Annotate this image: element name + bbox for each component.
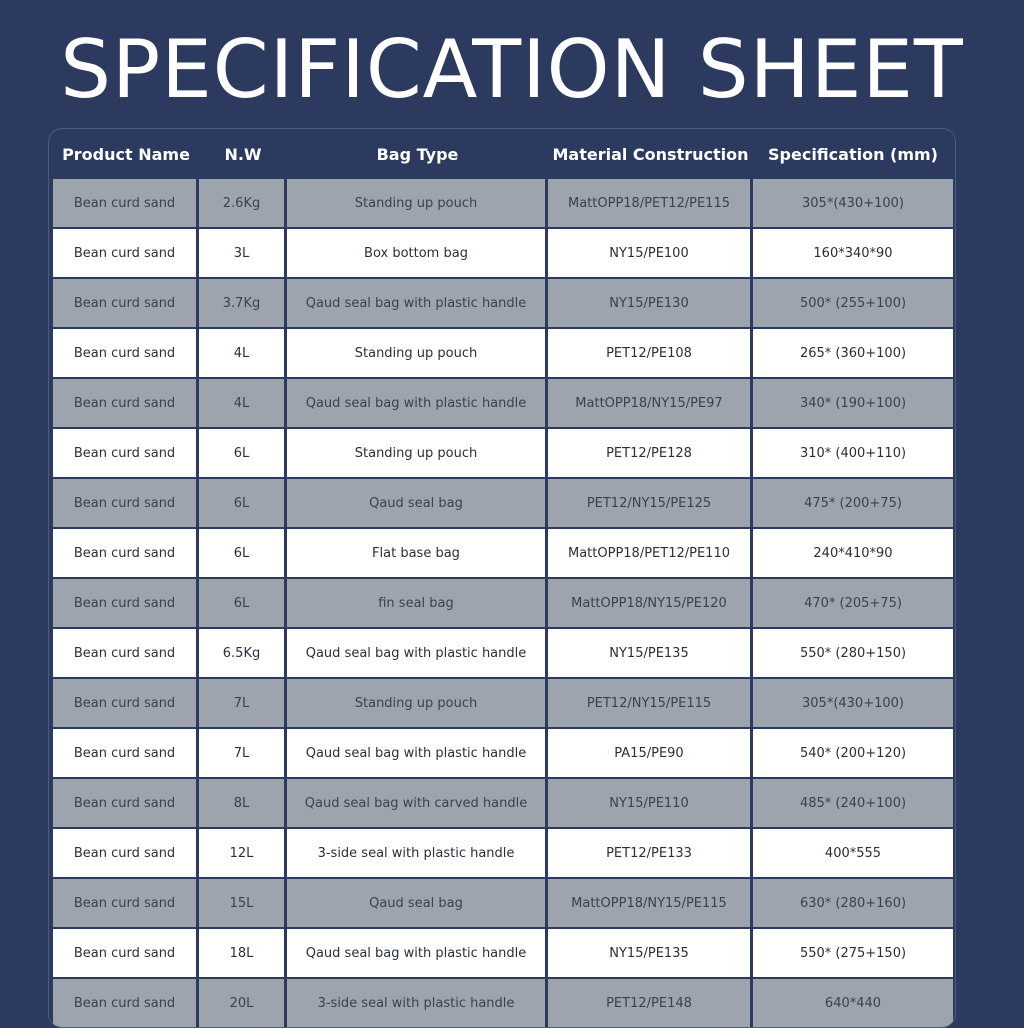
cell-specification: 470* (205+75): [753, 579, 953, 629]
header-specification: Specification (mm): [768, 144, 938, 164]
cell-product-name: Bean curd sand: [53, 379, 199, 429]
table-row: [53, 529, 953, 579]
cell-product-name: Bean curd sand: [53, 179, 199, 229]
cell-net-weight: 6L: [199, 529, 287, 579]
table-body: [53, 179, 953, 1028]
cell-bag-type: Qaud seal bag with plastic handle: [287, 729, 548, 779]
table-row: [53, 679, 953, 729]
cell-product-name: Bean curd sand: [53, 279, 199, 329]
cell-material-construction: PET12/PE148: [548, 979, 753, 1028]
cell-net-weight: 4L: [199, 329, 287, 379]
cell-product-name: Bean curd sand: [53, 229, 199, 279]
cell-bag-type: Qaud seal bag with plastic handle: [287, 629, 548, 679]
cell-net-weight: 8L: [199, 779, 287, 829]
cell-material-construction: MattOPP18/PET12/PE110: [548, 529, 753, 579]
cell-specification: 500* (255+100): [753, 279, 953, 329]
cell-product-name: Bean curd sand: [53, 929, 199, 979]
cell-specification: 160*340*90: [753, 229, 953, 279]
cell-material-construction: NY15/PE135: [548, 929, 753, 979]
cell-net-weight: 6L: [199, 479, 287, 529]
cell-material-construction: PET12/NY15/PE125: [548, 479, 753, 529]
cell-bag-type: Standing up pouch: [287, 179, 548, 229]
cell-net-weight: 7L: [199, 729, 287, 779]
cell-product-name: Bean curd sand: [53, 779, 199, 829]
table-row: [53, 379, 953, 429]
table-row: [53, 429, 953, 479]
cell-bag-type: 3-side seal with plastic handle: [287, 829, 548, 879]
cell-bag-type: Qaud seal bag with plastic handle: [287, 929, 548, 979]
cell-material-construction: MattOPP18/PET12/PE115: [548, 179, 753, 229]
cell-product-name: Bean curd sand: [53, 979, 199, 1028]
cell-specification: 475* (200+75): [753, 479, 953, 529]
cell-specification: 550* (275+150): [753, 929, 953, 979]
cell-specification: 630* (280+160): [753, 879, 953, 929]
cell-bag-type: 3-side seal with plastic handle: [287, 979, 548, 1028]
cell-product-name: Bean curd sand: [53, 729, 199, 779]
table-row: [53, 279, 953, 329]
cell-material-construction: MattOPP18/NY15/PE97: [548, 379, 753, 429]
cell-specification: 240*410*90: [753, 529, 953, 579]
table-row: [53, 229, 953, 279]
cell-net-weight: 18L: [199, 929, 287, 979]
cell-bag-type: Box bottom bag: [287, 229, 548, 279]
cell-specification: 540* (200+120): [753, 729, 953, 779]
cell-product-name: Bean curd sand: [53, 829, 199, 879]
cell-bag-type: Standing up pouch: [287, 429, 548, 479]
table-row: [53, 579, 953, 629]
cell-product-name: Bean curd sand: [53, 579, 199, 629]
table-row: [53, 779, 953, 829]
table-row: [53, 829, 953, 879]
cell-specification: 340* (190+100): [753, 379, 953, 429]
cell-material-construction: PET12/PE133: [548, 829, 753, 879]
table-row: [53, 179, 953, 229]
cell-bag-type: Qaud seal bag: [287, 879, 548, 929]
header-material-construction: Material Construction: [552, 144, 749, 164]
table-row: [53, 879, 953, 929]
table-header-row: [53, 129, 953, 179]
cell-material-construction: PET12/NY15/PE115: [548, 679, 753, 729]
header-product-name: Product Name: [62, 144, 190, 164]
cell-specification: 305*(430+100): [753, 679, 953, 729]
cell-bag-type: fin seal bag: [287, 579, 548, 629]
cell-specification: 310* (400+110): [753, 429, 953, 479]
cell-product-name: Bean curd sand: [53, 679, 199, 729]
cell-specification: 485* (240+100): [753, 779, 953, 829]
table-row: [53, 979, 953, 1028]
cell-material-construction: NY15/PE130: [548, 279, 753, 329]
cell-net-weight: 6.5Kg: [199, 629, 287, 679]
table-row: [53, 629, 953, 679]
cell-net-weight: 15L: [199, 879, 287, 929]
table-row: [53, 329, 953, 379]
cell-specification: 550* (280+150): [753, 629, 953, 679]
cell-net-weight: 7L: [199, 679, 287, 729]
page-title: SPECIFICATION SHEET: [60, 23, 964, 116]
spec-table: [53, 129, 953, 1028]
cell-product-name: Bean curd sand: [53, 329, 199, 379]
cell-material-construction: NY15/PE100: [548, 229, 753, 279]
header-net-weight: N.W: [224, 144, 262, 164]
cell-material-construction: MattOPP18/NY15/PE115: [548, 879, 753, 929]
cell-net-weight: 2.6Kg: [199, 179, 287, 229]
cell-material-construction: NY15/PE135: [548, 629, 753, 679]
cell-material-construction: MattOPP18/NY15/PE120: [548, 579, 753, 629]
cell-product-name: Bean curd sand: [53, 529, 199, 579]
cell-net-weight: 20L: [199, 979, 287, 1028]
cell-net-weight: 6L: [199, 579, 287, 629]
cell-net-weight: 6L: [199, 429, 287, 479]
cell-net-weight: 12L: [199, 829, 287, 879]
cell-product-name: Bean curd sand: [53, 879, 199, 929]
cell-bag-type: Standing up pouch: [287, 329, 548, 379]
cell-net-weight: 4L: [199, 379, 287, 429]
cell-net-weight: 3.7Kg: [199, 279, 287, 329]
cell-material-construction: PET12/PE108: [548, 329, 753, 379]
cell-bag-type: Standing up pouch: [287, 679, 548, 729]
cell-bag-type: Qaud seal bag with plastic handle: [287, 379, 548, 429]
cell-material-construction: PA15/PE90: [548, 729, 753, 779]
header-bag-type: Bag Type: [376, 144, 459, 164]
cell-product-name: Bean curd sand: [53, 479, 199, 529]
cell-product-name: Bean curd sand: [53, 629, 199, 679]
cell-bag-type: Qaud seal bag: [287, 479, 548, 529]
cell-specification: 400*555: [753, 829, 953, 879]
cell-specification: 265* (360+100): [753, 329, 953, 379]
cell-bag-type: Flat base bag: [287, 529, 548, 579]
table-row: [53, 479, 953, 529]
table-row: [53, 929, 953, 979]
table-row: [53, 729, 953, 779]
cell-specification: 305*(430+100): [753, 179, 953, 229]
cell-specification: 640*440: [753, 979, 953, 1028]
cell-bag-type: Qaud seal bag with plastic handle: [287, 279, 548, 329]
cell-product-name: Bean curd sand: [53, 429, 199, 479]
spec-table-frame: [48, 128, 956, 1028]
cell-bag-type: Qaud seal bag with carved handle: [287, 779, 548, 829]
cell-net-weight: 3L: [199, 229, 287, 279]
cell-material-construction: NY15/PE110: [548, 779, 753, 829]
cell-material-construction: PET12/PE128: [548, 429, 753, 479]
